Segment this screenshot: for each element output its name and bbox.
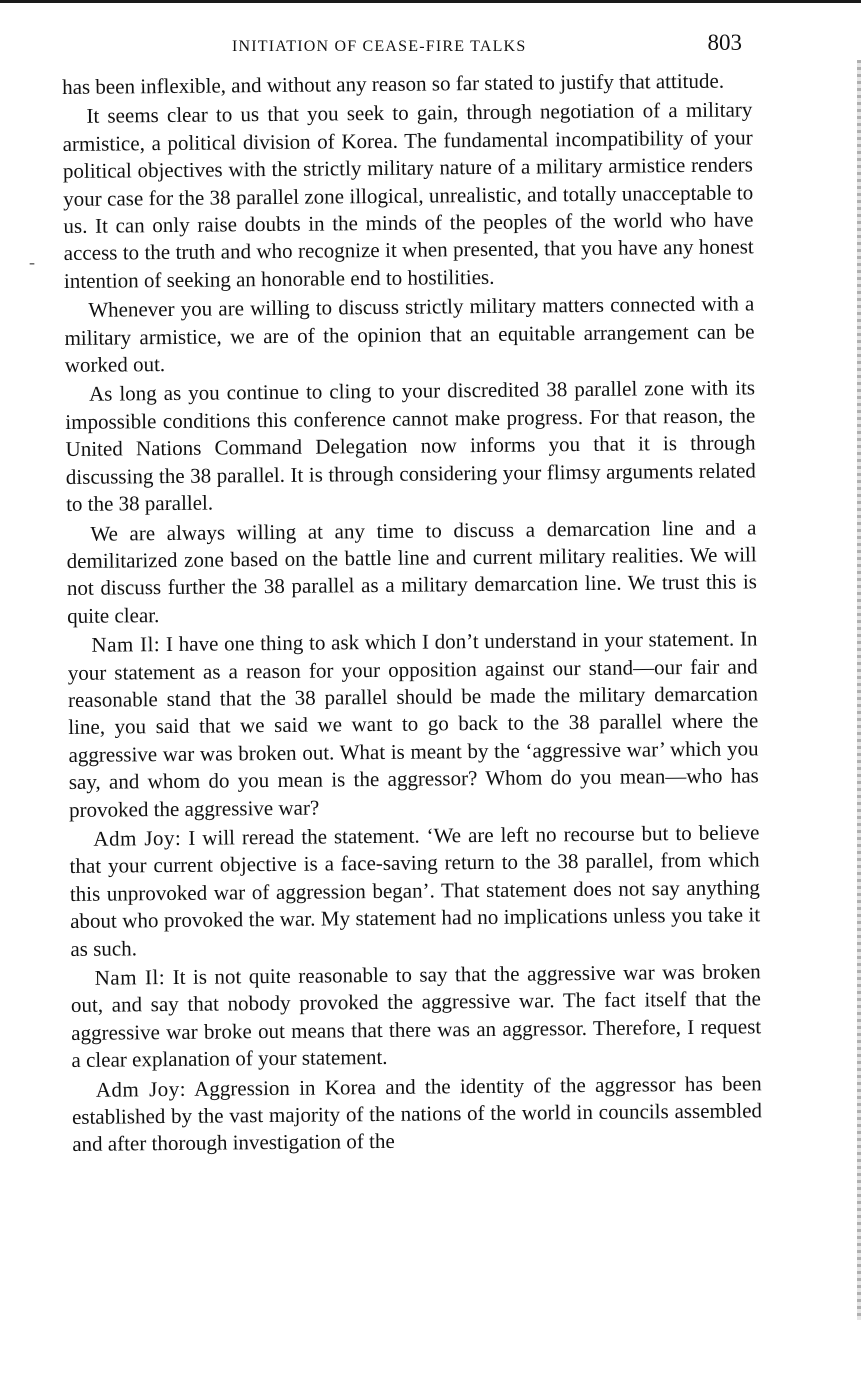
speaker-label: Nam Il: [91,632,161,657]
paragraph-text: It is not quite reasonable to say that the aggressive war was broken out, and say that nobody provoked the aggressive war. The fact itself that the aggressive war broke out means that there was an aggressor. Therefore, I request a clear explanation of your statement. [70,959,762,1073]
running-head: INITIATION OF CEASE-FIRE TALKS [232,38,527,55]
paragraph [62,67,752,101]
speaker-label: Adm Joy: [93,825,182,851]
page-header [62,30,748,70]
speaker-label: Nam Il: [94,965,166,990]
margin-mark: - [29,252,35,272]
paragraph-text: I will reread the statement. ‘We are left no recourse but to believe that your current objective is a face-saving return to the 38 parallel, from which this unprovoked war of aggression began’. That statement does not say anything about who provoked the war. My statement had no implications unless you take it as such. [69,820,761,961]
paragraph [64,291,755,380]
paragraph-text: It seems clear to us that you seek to gain, through negotiation of a military armistice, a political division of Korea. The fundamental incompatibility of your political objectives with the strictly military nature of a military armistice renders your case for the 38 parallel zone illogical, unrealistic, and totally unacceptable to us. It can only raise doubts in the minds of the peoples of the world who have access to the truth and who recognize it when presented, that you have any honest intention of seeking an honorable end to hostilities. [62,97,754,293]
paragraph [71,958,762,1074]
body-text [62,67,762,1160]
paragraph [72,1070,763,1159]
top-border-rule [0,0,861,3]
paragraph-text: As long as you continue to cling to your discredited 38 parallel zone with its impossible conditions this conference cannot make progress. For that reason, the United Nations Command Delegation now informs you that it is through discussing the 38 parallel. It is through considering your flimsy arguments related to the 38 parallel. [65,375,756,517]
paragraph-text: I have one thing to ask which I don’t understand in your statement. In your statement as a reason for your opposition against our stand—our fair and reasonable stand that the 38 parallel should be made the military demarcation line, you said that we said we want to go back to the 38 parallel where the aggressive war was broken out. What is meant by the ‘aggressive war’ which you say, and whom do you mean is the aggressor? Whom do you mean—who has provoked the aggressive war? [67,626,759,822]
speaker-label: Adm Joy: [95,1076,187,1102]
paragraph-text: Whenever you are willing to discuss strictly military matters connected with a military armistice, we are of the opinion that an equitable arrangement can be worked out. [64,291,755,378]
paragraph [65,375,756,519]
paragraph-text: We are always willing at any time to discuss a demarcation line and a demilitarized zone based on the battle line and current military realities. We will not discuss further the 38 parallel as a military demarcation line. We trust this is quite clear. [66,514,758,628]
paragraph [66,514,757,630]
page-number: 803 [707,30,742,55]
scan-edge-shadow [857,60,861,1320]
paragraph [62,97,754,295]
paragraph [67,625,759,823]
paragraph-text: Aggression in Korea and the identity of the aggressor has been established by the vast majority of the nations of the world in councils assembled and after thorough investigation of the [71,1070,763,1157]
paragraph-text: has been inflexible, and without any reason so far stated to justify that attitude. [62,68,725,99]
paragraph [69,819,760,963]
